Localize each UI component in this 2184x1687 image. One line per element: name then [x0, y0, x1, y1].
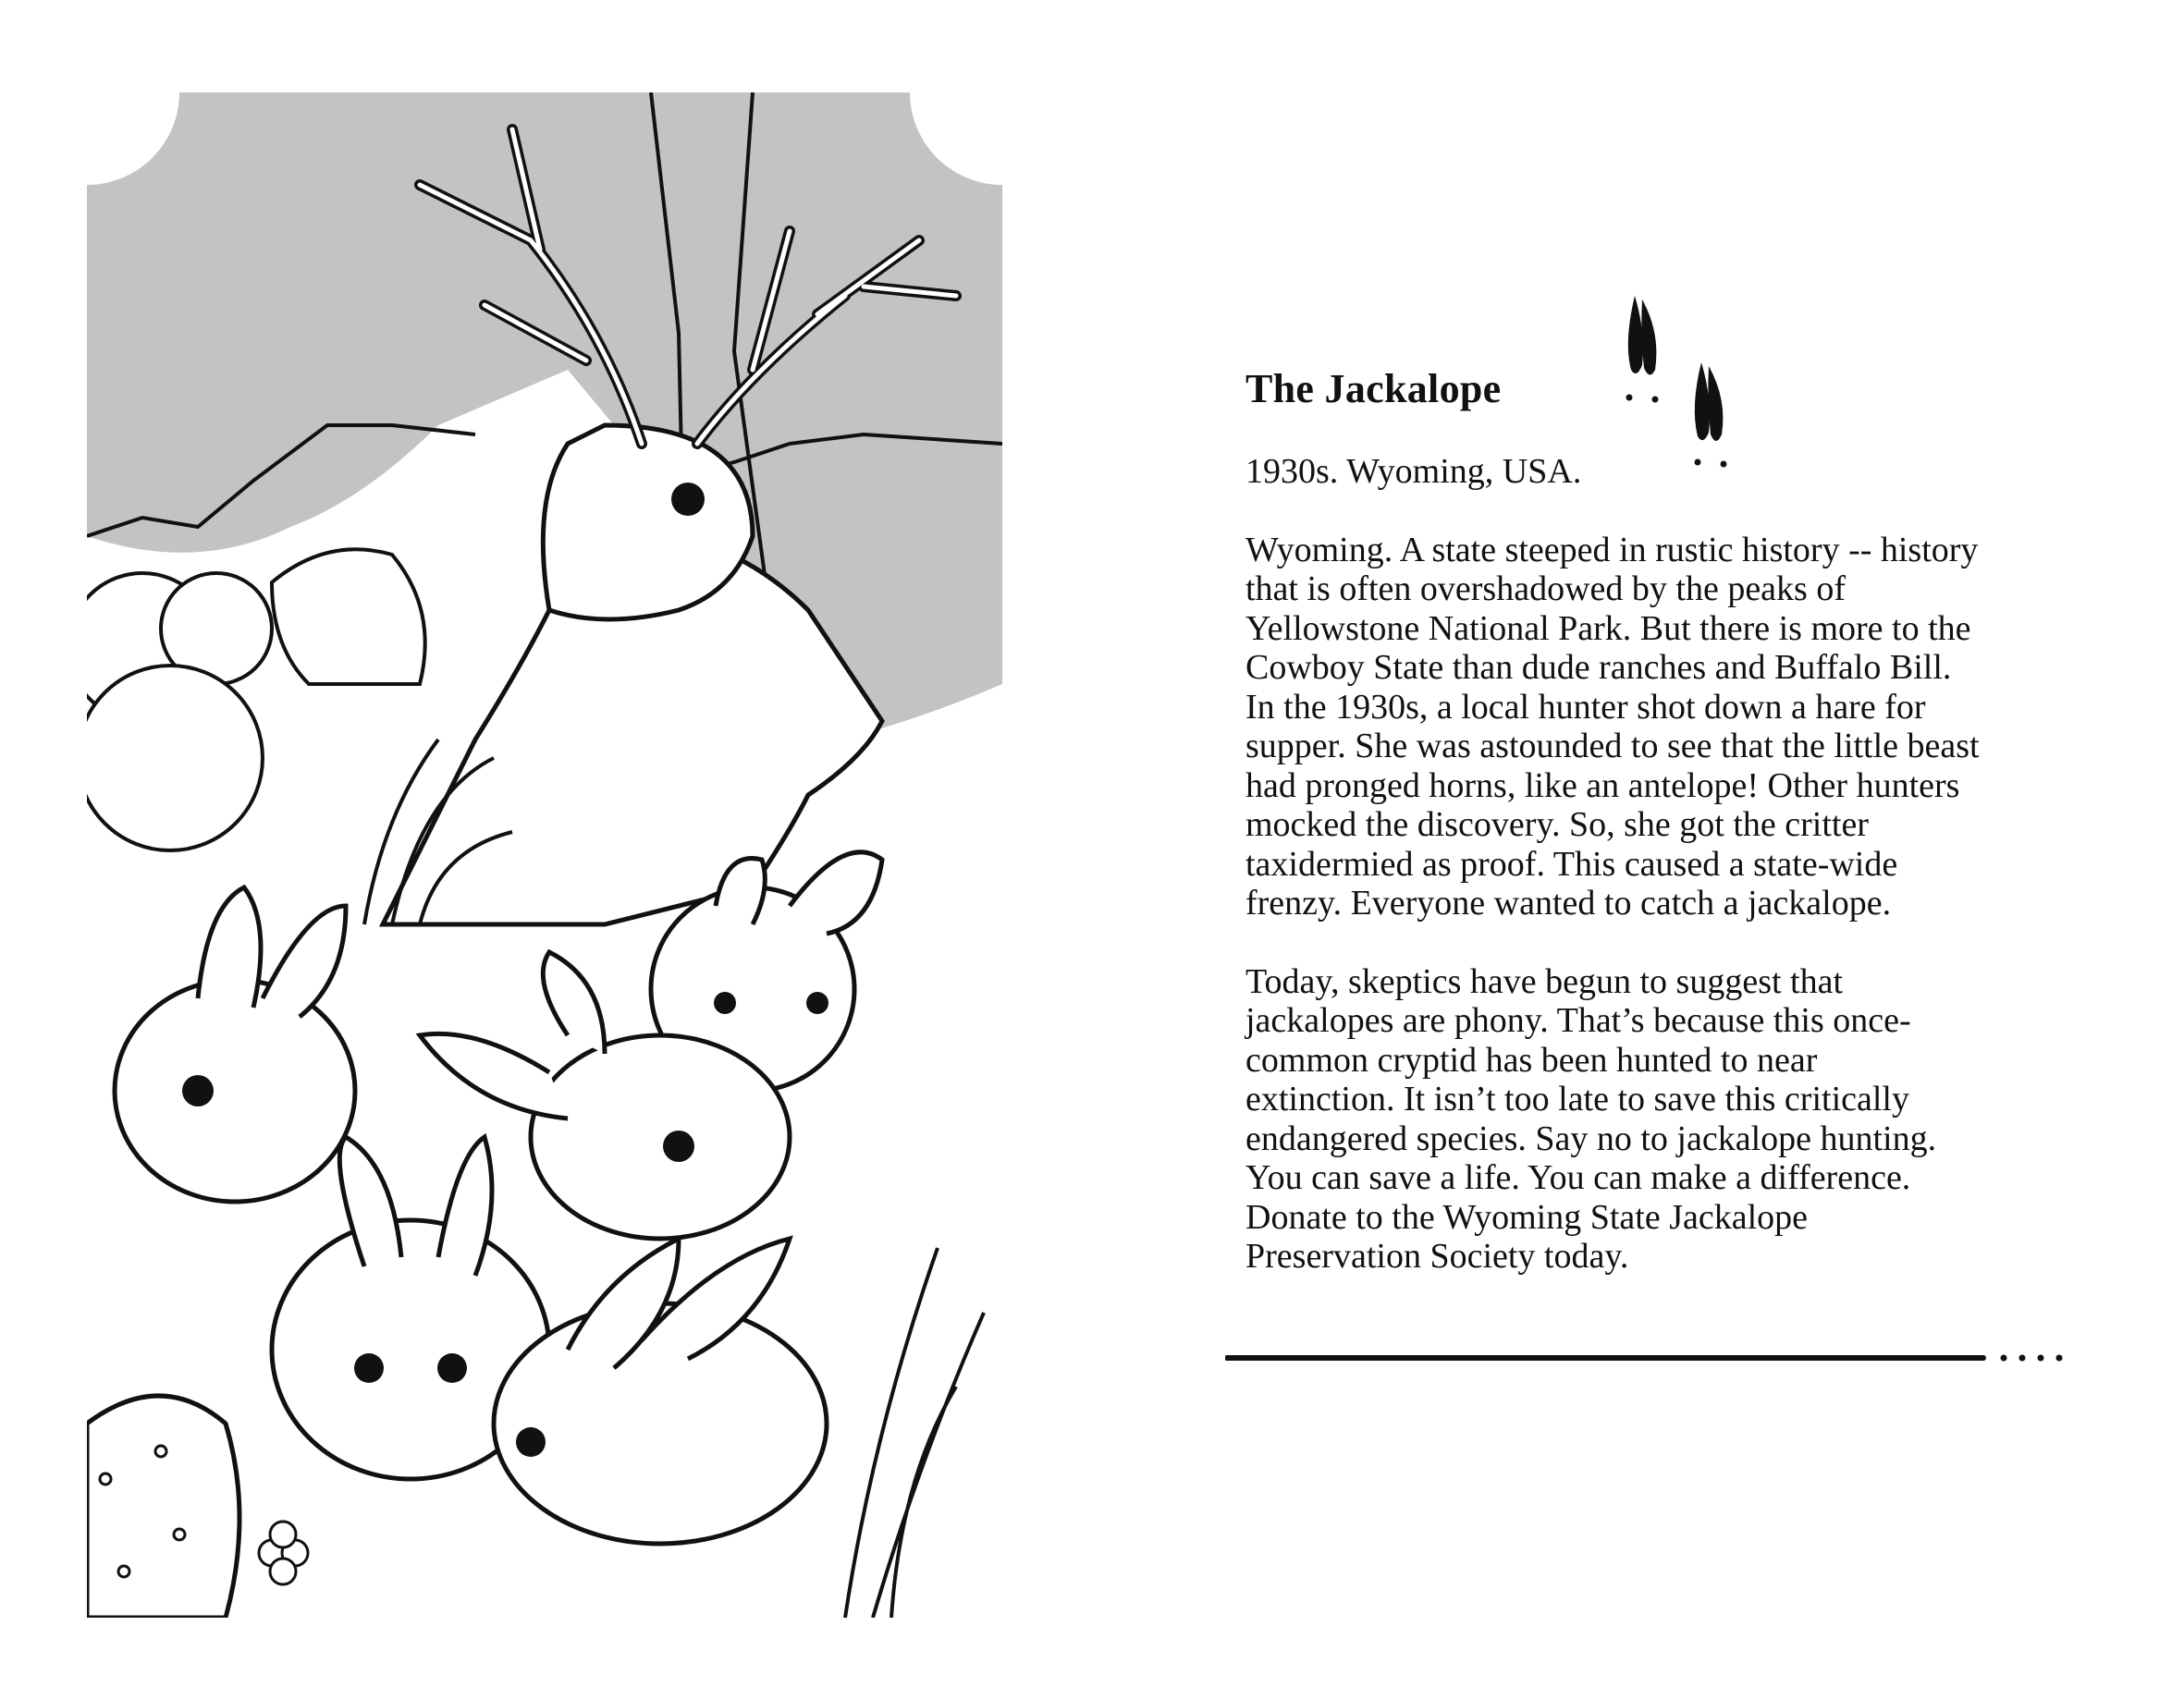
illustration-canvas	[87, 92, 1002, 1618]
barrel-cactus	[87, 1396, 239, 1618]
article-paragraph-1: Wyoming. A state steeped in rustic history -- history that is often overshadowed by the peaks of Yellowstone National Park. But there is more to the Cowboy State than dude ranches and Buffalo Bill. In the 1930s, a local hunter shot down a hare for supper. She was astounded to see that the little beast had pronged horns, like an antelope! Other hunters mocked the discovery. So, she got the critter taxidermied as proof. This caused a state-wide frenzy. Everyone wanted to catch a jackalope.	[1245, 530, 1980, 923]
jackalope-illustration	[87, 92, 1002, 1618]
article	[1245, 365, 2059, 1277]
cactus-cluster	[87, 573, 272, 850]
big-jackalope-eye	[671, 483, 705, 516]
rock	[272, 549, 425, 684]
article-subtitle: 1930s. Wyoming, USA.	[1245, 451, 1582, 491]
article-paragraph-2: Today, skeptics have begun to suggest that jackalopes are phony. That’s because this once- common cryptid has been hunted to near extinction. It isn’t too late to save this critically endangered species. Say no to jackalope hunting. You can save a life. You can make a difference. Donate to the Wyoming State Jackalope Preservation Society today.	[1245, 961, 1937, 1277]
article-title: The Jackalope	[1245, 366, 1502, 411]
divider-line-icon	[1225, 1352, 2076, 1363]
section-divider	[1225, 1351, 2076, 1363]
